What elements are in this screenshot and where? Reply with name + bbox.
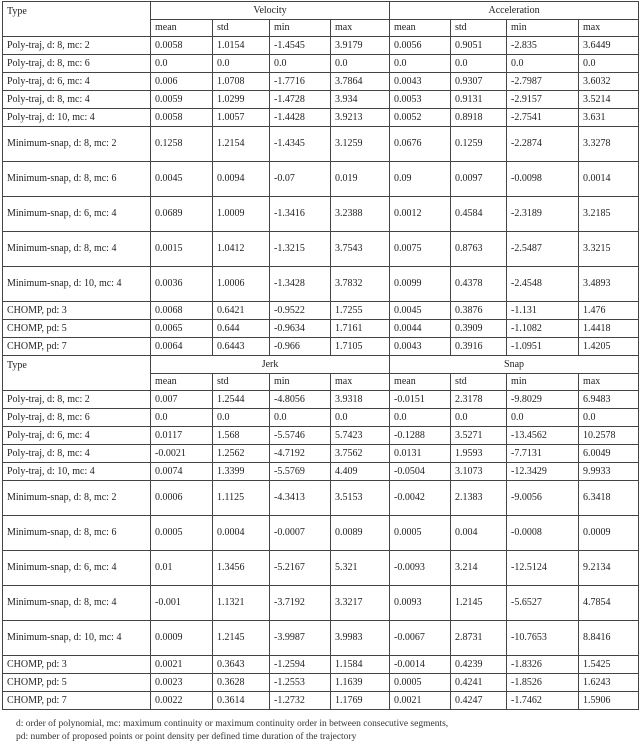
footnote-line-2: pd: number of proposed points or point density per defined time duration of the trajectory bbox=[16, 732, 357, 742]
value-cell: 9.9933 bbox=[579, 463, 639, 481]
value-cell: 0.0074 bbox=[151, 463, 213, 481]
value-cell: -1.2553 bbox=[270, 674, 331, 692]
stat-header: min bbox=[507, 20, 579, 37]
value-cell: 0.0097 bbox=[451, 162, 507, 197]
value-cell: 0.0094 bbox=[213, 162, 270, 197]
value-cell: -5.5746 bbox=[270, 427, 331, 445]
value-cell: 3.3278 bbox=[579, 127, 639, 162]
value-cell: -2.7987 bbox=[507, 73, 579, 91]
value-cell: -3.9987 bbox=[270, 621, 331, 656]
value-cell: -9.0056 bbox=[507, 481, 579, 516]
footnote-line-1: d: order of polynomial, mc: maximum continuity or maximum continuity order in between consecutive segments, bbox=[16, 719, 449, 729]
type-cell: Poly-traj, d: 8, mc: 4 bbox=[3, 91, 151, 109]
table-row bbox=[3, 37, 639, 55]
value-cell: 0.9131 bbox=[451, 91, 507, 109]
table-row bbox=[3, 55, 639, 73]
value-cell: 0.4247 bbox=[451, 692, 507, 710]
type-cell: Poly-traj, d: 10, mc: 4 bbox=[3, 463, 151, 481]
value-cell: 0.006 bbox=[151, 73, 213, 91]
value-cell: -0.1288 bbox=[390, 427, 451, 445]
value-cell: -2.2874 bbox=[507, 127, 579, 162]
type-cell: CHOMP, pd: 5 bbox=[3, 320, 151, 338]
value-cell: 0.09 bbox=[390, 162, 451, 197]
value-cell: -5.6527 bbox=[507, 586, 579, 621]
value-cell: 0.0 bbox=[451, 55, 507, 73]
value-cell: -0.0093 bbox=[390, 551, 451, 586]
value-cell: 1.9593 bbox=[451, 445, 507, 463]
group-header: Jerk bbox=[151, 356, 390, 374]
value-cell: -1.1082 bbox=[507, 320, 579, 338]
value-cell: -1.8526 bbox=[507, 674, 579, 692]
stat-header: std bbox=[213, 20, 270, 37]
value-cell: -1.131 bbox=[507, 302, 579, 320]
group-header-row bbox=[3, 2, 639, 20]
value-cell: 0.0075 bbox=[390, 232, 451, 267]
value-cell: -12.3429 bbox=[507, 463, 579, 481]
value-cell: 4.409 bbox=[331, 463, 390, 481]
table-row bbox=[3, 409, 639, 427]
table-row bbox=[3, 445, 639, 463]
value-cell: 0.0 bbox=[151, 55, 213, 73]
value-cell: 0.4378 bbox=[451, 267, 507, 302]
type-cell: Minimum-snap, d: 8, mc: 4 bbox=[3, 586, 151, 621]
type-cell: Poly-traj, d: 6, mc: 4 bbox=[3, 73, 151, 91]
type-cell: CHOMP, pd: 3 bbox=[3, 302, 151, 320]
value-cell: 0.3909 bbox=[451, 320, 507, 338]
value-cell: -0.0504 bbox=[390, 463, 451, 481]
value-cell: 0.1258 bbox=[151, 127, 213, 162]
value-cell: 1.4418 bbox=[579, 320, 639, 338]
value-cell: 0.0044 bbox=[390, 320, 451, 338]
value-cell: 0.0064 bbox=[151, 338, 213, 356]
velocity-acceleration-table bbox=[2, 1, 639, 356]
group-header: Snap bbox=[390, 356, 639, 374]
value-cell: 0.3916 bbox=[451, 338, 507, 356]
value-cell: 0.0015 bbox=[151, 232, 213, 267]
type-cell: Poly-traj, d: 8, mc: 2 bbox=[3, 391, 151, 409]
value-cell: 0.0005 bbox=[151, 516, 213, 551]
stat-header: mean bbox=[151, 374, 213, 391]
table-row bbox=[3, 320, 639, 338]
value-cell: 0.0 bbox=[213, 409, 270, 427]
type-cell: Minimum-snap, d: 8, mc: 6 bbox=[3, 516, 151, 551]
value-cell: -2.9157 bbox=[507, 91, 579, 109]
footnote bbox=[2, 718, 638, 744]
value-cell: 6.9483 bbox=[579, 391, 639, 409]
value-cell: -0.0151 bbox=[390, 391, 451, 409]
value-cell: 0.6421 bbox=[213, 302, 270, 320]
value-cell: 0.4239 bbox=[451, 656, 507, 674]
table-row bbox=[3, 91, 639, 109]
value-cell: 9.2134 bbox=[579, 551, 639, 586]
value-cell: 0.0043 bbox=[390, 338, 451, 356]
value-cell: 1.2145 bbox=[451, 586, 507, 621]
value-cell: 0.0 bbox=[270, 409, 331, 427]
value-cell: -1.4345 bbox=[270, 127, 331, 162]
value-cell: -4.7192 bbox=[270, 445, 331, 463]
value-cell: 0.4584 bbox=[451, 197, 507, 232]
value-cell: -1.3215 bbox=[270, 232, 331, 267]
value-cell: 0.4241 bbox=[451, 674, 507, 692]
value-cell: 1.2562 bbox=[213, 445, 270, 463]
value-cell: 1.0708 bbox=[213, 73, 270, 91]
stat-header: std bbox=[451, 374, 507, 391]
type-cell: CHOMP, pd: 7 bbox=[3, 692, 151, 710]
value-cell: 0.3643 bbox=[213, 656, 270, 674]
value-cell: -0.0007 bbox=[270, 516, 331, 551]
value-cell: 5.7423 bbox=[331, 427, 390, 445]
value-cell: 3.2185 bbox=[579, 197, 639, 232]
value-cell: 0.8763 bbox=[451, 232, 507, 267]
value-cell: 0.0056 bbox=[390, 37, 451, 55]
value-cell: -0.07 bbox=[270, 162, 331, 197]
type-cell: CHOMP, pd: 7 bbox=[3, 338, 151, 356]
value-cell: 0.0004 bbox=[213, 516, 270, 551]
value-cell: 0.0117 bbox=[151, 427, 213, 445]
value-cell: 0.0043 bbox=[390, 73, 451, 91]
type-cell: Poly-traj, d: 8, mc: 6 bbox=[3, 55, 151, 73]
value-cell: 0.0 bbox=[213, 55, 270, 73]
group-header-row bbox=[3, 356, 639, 374]
value-cell: 0.0022 bbox=[151, 692, 213, 710]
value-cell: 1.2145 bbox=[213, 621, 270, 656]
table-row bbox=[3, 621, 639, 656]
group-header: Acceleration bbox=[390, 2, 639, 20]
value-cell: 6.0049 bbox=[579, 445, 639, 463]
value-cell: 0.019 bbox=[331, 162, 390, 197]
value-cell: 0.0 bbox=[579, 55, 639, 73]
table-row bbox=[3, 516, 639, 551]
value-cell: 1.1639 bbox=[331, 674, 390, 692]
value-cell: 0.6443 bbox=[213, 338, 270, 356]
value-cell: 0.0 bbox=[331, 409, 390, 427]
table-row bbox=[3, 338, 639, 356]
value-cell: 0.0036 bbox=[151, 267, 213, 302]
table-row bbox=[3, 481, 639, 516]
table-row bbox=[3, 427, 639, 445]
value-cell: 3.9318 bbox=[331, 391, 390, 409]
value-cell: 3.7832 bbox=[331, 267, 390, 302]
value-cell: 8.8416 bbox=[579, 621, 639, 656]
table-row bbox=[3, 232, 639, 267]
value-cell: -0.0042 bbox=[390, 481, 451, 516]
value-cell: -0.0098 bbox=[507, 162, 579, 197]
value-cell: -1.3416 bbox=[270, 197, 331, 232]
value-cell: 0.8918 bbox=[451, 109, 507, 127]
value-cell: 0.0012 bbox=[390, 197, 451, 232]
value-cell: 4.7854 bbox=[579, 586, 639, 621]
stat-header: std bbox=[213, 374, 270, 391]
value-cell: -1.3428 bbox=[270, 267, 331, 302]
value-cell: 0.004 bbox=[451, 516, 507, 551]
value-cell: 1.0154 bbox=[213, 37, 270, 55]
value-cell: 3.6449 bbox=[579, 37, 639, 55]
value-cell: 0.0099 bbox=[390, 267, 451, 302]
type-cell: Poly-traj, d: 10, mc: 4 bbox=[3, 109, 151, 127]
value-cell: 3.9179 bbox=[331, 37, 390, 55]
value-cell: -0.0014 bbox=[390, 656, 451, 674]
value-cell: 0.0093 bbox=[390, 586, 451, 621]
value-cell: 3.2388 bbox=[331, 197, 390, 232]
value-cell: 1.7255 bbox=[331, 302, 390, 320]
value-cell: 5.321 bbox=[331, 551, 390, 586]
stat-header: min bbox=[507, 374, 579, 391]
value-cell: -1.2594 bbox=[270, 656, 331, 674]
value-cell: -0.001 bbox=[151, 586, 213, 621]
value-cell: 1.568 bbox=[213, 427, 270, 445]
value-cell: -5.5769 bbox=[270, 463, 331, 481]
value-cell: 0.0068 bbox=[151, 302, 213, 320]
value-cell: -0.0008 bbox=[507, 516, 579, 551]
value-cell: 2.1383 bbox=[451, 481, 507, 516]
value-cell: 0.0131 bbox=[390, 445, 451, 463]
value-cell: 0.0005 bbox=[390, 516, 451, 551]
value-cell: 1.476 bbox=[579, 302, 639, 320]
value-cell: 3.214 bbox=[451, 551, 507, 586]
value-cell: -0.9634 bbox=[270, 320, 331, 338]
value-cell: -3.7192 bbox=[270, 586, 331, 621]
value-cell: 3.5153 bbox=[331, 481, 390, 516]
type-cell: Minimum-snap, d: 6, mc: 4 bbox=[3, 197, 151, 232]
type-cell: Minimum-snap, d: 8, mc: 2 bbox=[3, 127, 151, 162]
value-cell: 0.0089 bbox=[331, 516, 390, 551]
value-cell: 1.0057 bbox=[213, 109, 270, 127]
stat-header: max bbox=[331, 20, 390, 37]
stat-header: max bbox=[579, 374, 639, 391]
value-cell: 3.5214 bbox=[579, 91, 639, 109]
value-cell: 0.0 bbox=[390, 55, 451, 73]
type-cell: Minimum-snap, d: 6, mc: 4 bbox=[3, 551, 151, 586]
value-cell: 3.6032 bbox=[579, 73, 639, 91]
value-cell: 1.5425 bbox=[579, 656, 639, 674]
value-cell: 0.0 bbox=[270, 55, 331, 73]
stat-header: min bbox=[270, 20, 331, 37]
value-cell: 3.3217 bbox=[331, 586, 390, 621]
table-row bbox=[3, 656, 639, 674]
value-cell: 3.1259 bbox=[331, 127, 390, 162]
value-cell: -9.8029 bbox=[507, 391, 579, 409]
value-cell: -1.7716 bbox=[270, 73, 331, 91]
value-cell: -7.7131 bbox=[507, 445, 579, 463]
value-cell: 1.2544 bbox=[213, 391, 270, 409]
value-cell: 1.4205 bbox=[579, 338, 639, 356]
stat-header: mean bbox=[151, 20, 213, 37]
value-cell: 1.6243 bbox=[579, 674, 639, 692]
table-row bbox=[3, 302, 639, 320]
value-cell: -12.5124 bbox=[507, 551, 579, 586]
value-cell: 0.9307 bbox=[451, 73, 507, 91]
stat-header: max bbox=[579, 20, 639, 37]
value-cell: -1.4545 bbox=[270, 37, 331, 55]
value-cell: -2.835 bbox=[507, 37, 579, 55]
value-cell: 1.0299 bbox=[213, 91, 270, 109]
value-cell: 1.1321 bbox=[213, 586, 270, 621]
table-row bbox=[3, 127, 639, 162]
type-cell: CHOMP, pd: 3 bbox=[3, 656, 151, 674]
stat-header: mean bbox=[390, 374, 451, 391]
value-cell: -1.7462 bbox=[507, 692, 579, 710]
jerk-snap-table bbox=[2, 355, 639, 710]
value-cell: 3.9213 bbox=[331, 109, 390, 127]
type-header: Type bbox=[3, 356, 151, 391]
value-cell: 0.0 bbox=[507, 409, 579, 427]
value-cell: 0.0 bbox=[331, 55, 390, 73]
value-cell: 1.7161 bbox=[331, 320, 390, 338]
value-cell: 3.1073 bbox=[451, 463, 507, 481]
value-cell: -0.9522 bbox=[270, 302, 331, 320]
type-header: Type bbox=[3, 2, 151, 37]
stat-header: mean bbox=[390, 20, 451, 37]
value-cell: -2.5487 bbox=[507, 232, 579, 267]
value-cell: 0.0 bbox=[451, 409, 507, 427]
value-cell: 0.0045 bbox=[151, 162, 213, 197]
value-cell: -1.2732 bbox=[270, 692, 331, 710]
type-cell: Minimum-snap, d: 8, mc: 6 bbox=[3, 162, 151, 197]
value-cell: 3.5271 bbox=[451, 427, 507, 445]
table-row bbox=[3, 391, 639, 409]
table-row bbox=[3, 674, 639, 692]
type-cell: Minimum-snap, d: 8, mc: 2 bbox=[3, 481, 151, 516]
value-cell: 0.0 bbox=[579, 409, 639, 427]
value-cell: 0.0052 bbox=[390, 109, 451, 127]
value-cell: -1.0951 bbox=[507, 338, 579, 356]
value-cell: 0.0676 bbox=[390, 127, 451, 162]
value-cell: 0.9051 bbox=[451, 37, 507, 55]
value-cell: 2.8731 bbox=[451, 621, 507, 656]
group-header: Velocity bbox=[151, 2, 390, 20]
value-cell: 3.631 bbox=[579, 109, 639, 127]
value-cell: 1.0006 bbox=[213, 267, 270, 302]
value-cell: -1.8326 bbox=[507, 656, 579, 674]
table-row bbox=[3, 551, 639, 586]
value-cell: 0.1259 bbox=[451, 127, 507, 162]
value-cell: 0.3614 bbox=[213, 692, 270, 710]
value-cell: 1.2154 bbox=[213, 127, 270, 162]
type-cell: Minimum-snap, d: 10, mc: 4 bbox=[3, 621, 151, 656]
value-cell: -0.0067 bbox=[390, 621, 451, 656]
table-row bbox=[3, 692, 639, 710]
value-cell: 3.9983 bbox=[331, 621, 390, 656]
value-cell: -4.8056 bbox=[270, 391, 331, 409]
type-cell: Poly-traj, d: 6, mc: 4 bbox=[3, 427, 151, 445]
value-cell: 1.1584 bbox=[331, 656, 390, 674]
value-cell: 1.1769 bbox=[331, 692, 390, 710]
value-cell: 1.0009 bbox=[213, 197, 270, 232]
type-cell: CHOMP, pd: 5 bbox=[3, 674, 151, 692]
value-cell: 0.0058 bbox=[151, 37, 213, 55]
value-cell: 0.0009 bbox=[151, 621, 213, 656]
value-cell: 6.3418 bbox=[579, 481, 639, 516]
value-cell: -10.7653 bbox=[507, 621, 579, 656]
value-cell: 0.0006 bbox=[151, 481, 213, 516]
value-cell: 0.0059 bbox=[151, 91, 213, 109]
table-row bbox=[3, 162, 639, 197]
value-cell: 0.007 bbox=[151, 391, 213, 409]
value-cell: 1.3456 bbox=[213, 551, 270, 586]
value-cell: 0.644 bbox=[213, 320, 270, 338]
stat-header: std bbox=[451, 20, 507, 37]
value-cell: 0.3628 bbox=[213, 674, 270, 692]
value-cell: 0.0021 bbox=[151, 656, 213, 674]
value-cell: 0.0021 bbox=[390, 692, 451, 710]
value-cell: 0.01 bbox=[151, 551, 213, 586]
value-cell: 1.7105 bbox=[331, 338, 390, 356]
table-row bbox=[3, 197, 639, 232]
value-cell: 2.3178 bbox=[451, 391, 507, 409]
value-cell: -1.4428 bbox=[270, 109, 331, 127]
value-cell: -0.0021 bbox=[151, 445, 213, 463]
value-cell: -0.966 bbox=[270, 338, 331, 356]
table-row bbox=[3, 267, 639, 302]
value-cell: 0.0 bbox=[151, 409, 213, 427]
value-cell: 3.3215 bbox=[579, 232, 639, 267]
value-cell: 0.0065 bbox=[151, 320, 213, 338]
value-cell: 0.0009 bbox=[579, 516, 639, 551]
value-cell: 3.7562 bbox=[331, 445, 390, 463]
value-cell: 0.0023 bbox=[151, 674, 213, 692]
value-cell: 0.0 bbox=[390, 409, 451, 427]
value-cell: -2.3189 bbox=[507, 197, 579, 232]
value-cell: 1.1125 bbox=[213, 481, 270, 516]
table-row bbox=[3, 73, 639, 91]
stat-header: max bbox=[331, 374, 390, 391]
value-cell: -2.4548 bbox=[507, 267, 579, 302]
value-cell: 0.0689 bbox=[151, 197, 213, 232]
value-cell: 1.5906 bbox=[579, 692, 639, 710]
value-cell: -1.4728 bbox=[270, 91, 331, 109]
type-cell: Poly-traj, d: 8, mc: 2 bbox=[3, 37, 151, 55]
value-cell: 0.0058 bbox=[151, 109, 213, 127]
value-cell: 0.0014 bbox=[579, 162, 639, 197]
table-row bbox=[3, 586, 639, 621]
value-cell: 3.7543 bbox=[331, 232, 390, 267]
value-cell: 1.3399 bbox=[213, 463, 270, 481]
value-cell: 0.0 bbox=[507, 55, 579, 73]
value-cell: 3.7864 bbox=[331, 73, 390, 91]
table-row bbox=[3, 463, 639, 481]
value-cell: 3.4893 bbox=[579, 267, 639, 302]
type-cell: Minimum-snap, d: 8, mc: 4 bbox=[3, 232, 151, 267]
value-cell: 0.0005 bbox=[390, 674, 451, 692]
value-cell: 0.0045 bbox=[390, 302, 451, 320]
value-cell: 10.2578 bbox=[579, 427, 639, 445]
value-cell: 1.0412 bbox=[213, 232, 270, 267]
type-cell: Poly-traj, d: 8, mc: 4 bbox=[3, 445, 151, 463]
value-cell: -4.3413 bbox=[270, 481, 331, 516]
value-cell: 0.3876 bbox=[451, 302, 507, 320]
table-row bbox=[3, 109, 639, 127]
type-cell: Minimum-snap, d: 10, mc: 4 bbox=[3, 267, 151, 302]
type-cell: Poly-traj, d: 8, mc: 6 bbox=[3, 409, 151, 427]
value-cell: 3.934 bbox=[331, 91, 390, 109]
value-cell: -13.4562 bbox=[507, 427, 579, 445]
value-cell: -2.7541 bbox=[507, 109, 579, 127]
value-cell: -5.2167 bbox=[270, 551, 331, 586]
value-cell: 0.0053 bbox=[390, 91, 451, 109]
stat-header: min bbox=[270, 374, 331, 391]
